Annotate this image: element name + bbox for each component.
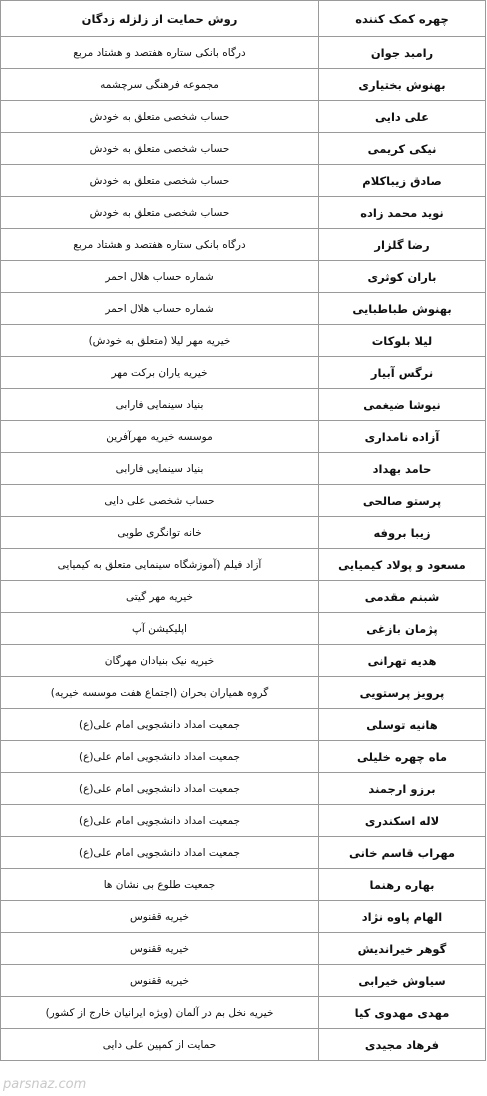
support-method-cell: درگاه بانکی ستاره هفتصد و هشتاد مربع (1, 37, 319, 69)
support-method-cell: خیریه یاران برکت مهر (1, 357, 319, 389)
support-method-cell: جمعیت امداد دانشجویی امام علی(ع) (1, 805, 319, 837)
donor-name-cell: نرگس آبیار (319, 357, 486, 389)
table-row (1, 37, 486, 69)
support-method-cell: گروه همیاران بحران (اجتماع هفت موسسه خیریه) (1, 677, 319, 709)
table-row (1, 421, 486, 453)
support-method-cell: خیریه ققنوس (1, 901, 319, 933)
donor-name-cell: پرویز پرستویی (319, 677, 486, 709)
donor-name-cell: گوهر خیراندیش (319, 933, 486, 965)
donor-name-cell: حامد بهداد (319, 453, 486, 485)
donor-name-cell: نوید محمد زاده (319, 197, 486, 229)
support-method-cell: بنیاد سینمایی فارابی (1, 453, 319, 485)
table-row (1, 485, 486, 517)
table-row (1, 165, 486, 197)
support-method-cell: جمعیت امداد دانشجویی امام علی(ع) (1, 741, 319, 773)
donor-name-cell: پرستو صالحی (319, 485, 486, 517)
table-row (1, 517, 486, 549)
support-method-cell: موسسه خیریه مهرآفرین (1, 421, 319, 453)
support-method-cell: حساب شخصی متعلق به خودش (1, 133, 319, 165)
header-support-method: روش حمایت از زلزله زدگان (1, 1, 319, 37)
donor-name-cell: صادق زیباکلام (319, 165, 486, 197)
support-method-cell: خیریه مهر لیلا (متعلق به خودش) (1, 325, 319, 357)
donor-name-cell: علی دایی (319, 101, 486, 133)
table-row (1, 453, 486, 485)
donor-name-cell: رضا گلزار (319, 229, 486, 261)
table-row (1, 677, 486, 709)
support-method-cell: خانه توانگری طوبی (1, 517, 319, 549)
support-method-cell: خیریه ققنوس (1, 933, 319, 965)
donor-name-cell: نیکی کریمی (319, 133, 486, 165)
support-method-cell: خیریه ققنوس (1, 965, 319, 997)
table-row (1, 69, 486, 101)
donor-name-cell: بهاره رهنما (319, 869, 486, 901)
donor-name-cell: آزاده نامداری (319, 421, 486, 453)
support-method-cell: حمایت از کمپین علی دایی (1, 1029, 319, 1061)
donor-name-cell: فرهاد مجیدی (319, 1029, 486, 1061)
donor-name-cell: لیلا بلوکات (319, 325, 486, 357)
table-row (1, 965, 486, 997)
header-donor-name: چهره کمک کننده (319, 1, 486, 37)
donor-name-cell: بهنوش بختیاری (319, 69, 486, 101)
donor-name-cell: شبنم مقدمی (319, 581, 486, 613)
support-method-cell: خیریه مهر گیتی (1, 581, 319, 613)
table-row (1, 901, 486, 933)
table-row (1, 389, 486, 421)
support-method-cell: شماره حساب هلال احمر (1, 293, 319, 325)
support-method-cell: مجموعه فرهنگی سرچشمه (1, 69, 319, 101)
table-row (1, 581, 486, 613)
donor-name-cell: مهدی مهدوی کیا (319, 997, 486, 1029)
donor-name-cell: هانیه توسلی (319, 709, 486, 741)
table-row (1, 101, 486, 133)
table-row (1, 549, 486, 581)
donor-name-cell: لاله اسکندری (319, 805, 486, 837)
table-row (1, 805, 486, 837)
support-method-cell: خیریه نیک بنیادان مهرگان (1, 645, 319, 677)
table-row (1, 197, 486, 229)
support-method-cell: اپلیکیشن آپ (1, 613, 319, 645)
table-row (1, 837, 486, 869)
donor-name-cell: بهنوش طباطبایی (319, 293, 486, 325)
table-row (1, 357, 486, 389)
table-row (1, 741, 486, 773)
donor-name-cell: مهراب قاسم خانی (319, 837, 486, 869)
support-method-cell: خیریه نخل بم در آلمان (ویژه ایرانیان خارج از کشور) (1, 997, 319, 1029)
table-row (1, 1029, 486, 1061)
site-watermark: parsnaz.com (3, 1077, 87, 1092)
donor-name-cell: زیبا بروفه (319, 517, 486, 549)
table-row (1, 229, 486, 261)
table-row (1, 709, 486, 741)
donors-table-body (1, 1, 486, 1061)
table-row (1, 261, 486, 293)
support-method-cell: حساب شخصی علی دایی (1, 485, 319, 517)
donor-name-cell: سیاوش خیرابی (319, 965, 486, 997)
support-method-cell: حساب شخصی متعلق به خودش (1, 197, 319, 229)
support-method-cell: آزاد فیلم (آموزشگاه سینمایی متعلق به کیمیایی (1, 549, 319, 581)
table-row (1, 773, 486, 805)
donor-name-cell: پژمان بازغی (319, 613, 486, 645)
support-method-cell: حساب شخصی متعلق به خودش (1, 165, 319, 197)
donor-name-cell: مسعود و پولاد کیمیایی (319, 549, 486, 581)
table-row (1, 645, 486, 677)
table-row (1, 325, 486, 357)
support-method-cell: درگاه بانکی ستاره هفتصد و هشتاد مربع (1, 229, 319, 261)
donor-name-cell: باران کوثری (319, 261, 486, 293)
donor-name-cell: ماه چهره خلیلی (319, 741, 486, 773)
support-method-cell: شماره حساب هلال احمر (1, 261, 319, 293)
donor-name-cell: برزو ارجمند (319, 773, 486, 805)
table-header-row (1, 1, 486, 37)
support-method-cell: حساب شخصی متعلق به خودش (1, 101, 319, 133)
support-method-cell: جمعیت امداد دانشجویی امام علی(ع) (1, 837, 319, 869)
table-row (1, 869, 486, 901)
support-method-cell: بنیاد سینمایی فارابی (1, 389, 319, 421)
donor-name-cell: نیوشا ضیغمی (319, 389, 486, 421)
support-method-cell: جمعیت امداد دانشجویی امام علی(ع) (1, 709, 319, 741)
donor-name-cell: رامبد جوان (319, 37, 486, 69)
donor-name-cell: هدیه تهرانی (319, 645, 486, 677)
table-row (1, 133, 486, 165)
table-row (1, 293, 486, 325)
table-row (1, 933, 486, 965)
donor-name-cell: الهام پاوه نژاد (319, 901, 486, 933)
support-method-cell: جمعیت طلوع بی نشان ها (1, 869, 319, 901)
table-row (1, 997, 486, 1029)
table-row (1, 613, 486, 645)
support-method-cell: جمعیت امداد دانشجویی امام علی(ع) (1, 773, 319, 805)
